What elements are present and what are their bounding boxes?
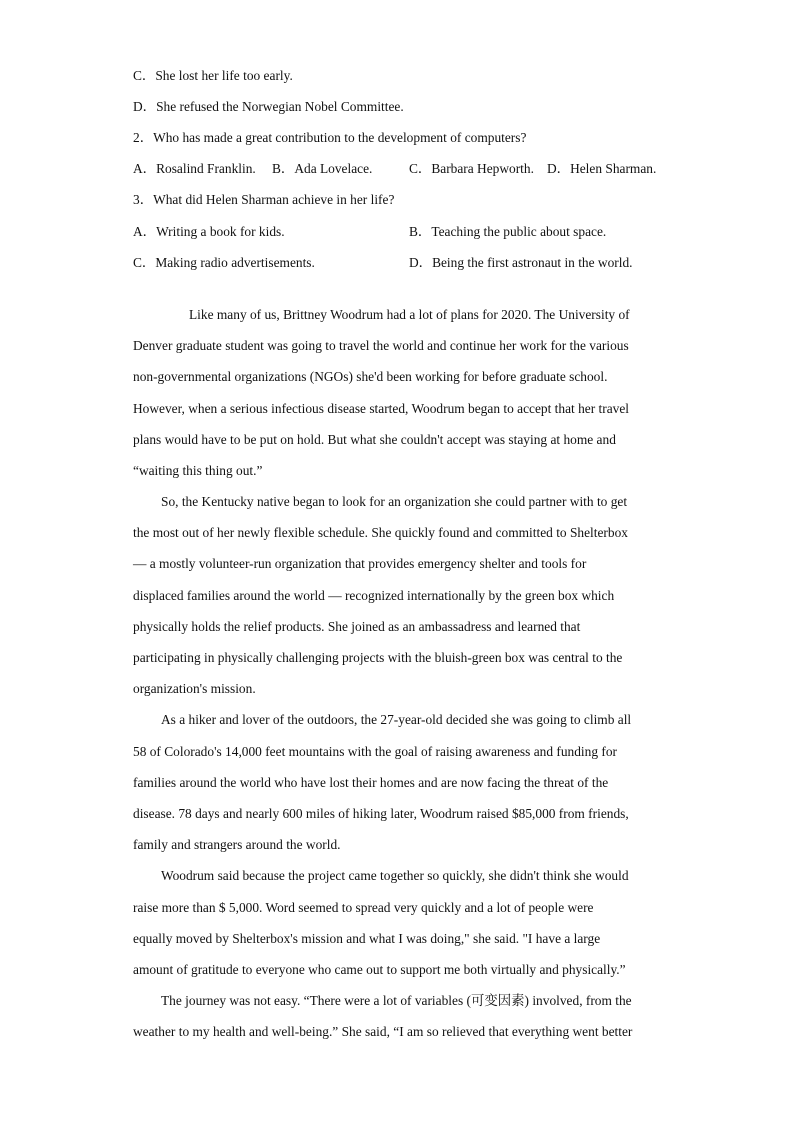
- passage-line: The journey was not easy. “There were a lot of variables (可变因素) involved, from the: [161, 993, 632, 1008]
- option-text: Writing a book for kids.: [156, 224, 285, 239]
- option-label: A．: [133, 161, 157, 176]
- passage-line: organization's mission.: [133, 681, 256, 696]
- passage-line: 58 of Colorado's 14,000 feet mountains with the goal of raising awareness and funding for: [133, 744, 617, 759]
- q2-option-b: [272, 161, 372, 177]
- q3-option-c: [133, 255, 315, 271]
- question-number: 2．: [133, 130, 154, 145]
- option-text: Making radio advertisements.: [155, 255, 315, 270]
- passage-line: — a mostly volunteer-run organization that provides emergency shelter and tools for: [133, 556, 587, 571]
- option-label: B．: [409, 224, 432, 239]
- passage-line: raise more than $ 5,000. Word seemed to spread very quickly and a lot of people were: [133, 900, 594, 915]
- passage-line: disease. 78 days and nearly 600 miles of hiking later, Woodrum raised $85,000 from friends,: [133, 806, 629, 821]
- option-label: D．: [133, 99, 157, 114]
- passage-line: family and strangers around the world.: [133, 837, 341, 852]
- passage-line: Like many of us, Brittney Woodrum had a lot of plans for 2020. The University of: [189, 307, 630, 322]
- passage-line: families around the world who have lost their homes and are now facing the threat of the: [133, 775, 609, 790]
- option-text: Rosalind Franklin.: [156, 161, 256, 176]
- q1-option-d: [133, 99, 404, 115]
- option-label: C．: [133, 255, 156, 270]
- q2-option-a: [133, 161, 256, 177]
- question-text: What did Helen Sharman achieve in her life?: [153, 192, 395, 207]
- q3-option-b: [409, 224, 606, 240]
- option-text: Ada Lovelace.: [294, 161, 373, 176]
- passage-line: Denver graduate student was going to travel the world and continue her work for the various: [133, 338, 629, 353]
- option-label: D．: [547, 161, 571, 176]
- option-text: She refused the Norwegian Nobel Committee.: [156, 99, 404, 114]
- passage-line: physically holds the relief products. She joined as an ambassadress and learned that: [133, 619, 581, 634]
- passage-line: non-governmental organizations (NGOs) she'd been working for before graduate school.: [133, 369, 608, 384]
- q2-option-c: [409, 161, 534, 177]
- passage-line: amount of gratitude to everyone who came out to support me both virtually and physically.”: [133, 962, 626, 977]
- q3-option-a: [133, 224, 285, 240]
- option-text: Being the first astronaut in the world.: [432, 255, 633, 270]
- passage-line: So, the Kentucky native began to look for an organization she could partner with to get: [161, 494, 628, 509]
- passage-line: As a hiker and lover of the outdoors, the 27-year-old decided she was going to climb all: [161, 712, 632, 727]
- option-label: D．: [409, 255, 433, 270]
- passage-line: Woodrum said because the project came together so quickly, she didn't think she would: [161, 868, 629, 883]
- option-label: B．: [272, 161, 295, 176]
- option-label: A．: [133, 224, 157, 239]
- q2-stem: [133, 130, 526, 146]
- passage-line: “waiting this thing out.”: [133, 463, 263, 478]
- passage-line: plans would have to be put on hold. But what she couldn't accept was staying at home and: [133, 432, 616, 447]
- passage-line: equally moved by Shelterbox's mission and what I was doing," she said. "I have a large: [133, 931, 601, 946]
- question-text: Who has made a great contribution to the development of computers?: [153, 130, 527, 145]
- option-text: Helen Sharman.: [570, 161, 657, 176]
- option-text: Teaching the public about space.: [431, 224, 607, 239]
- q2-option-d: [547, 161, 656, 177]
- q3-option-d: [409, 255, 633, 271]
- q3-stem: [133, 192, 394, 208]
- passage-line: participating in physically challenging projects with the bluish-green box was central to the: [133, 650, 623, 665]
- passage-line: weather to my health and well-being.” She said, “I am so relieved that everything went better: [133, 1024, 633, 1039]
- q1-option-c: [133, 68, 293, 84]
- passage-line: the most out of her newly flexible schedule. She quickly found and committed to Shelterbox: [133, 525, 628, 540]
- passage-line: displaced families around the world — recognized internationally by the green box which: [133, 588, 615, 603]
- question-number: 3．: [133, 192, 154, 207]
- passage-line: However, when a serious infectious disease started, Woodrum began to accept that her travel: [133, 401, 630, 416]
- option-text: Barbara Hepworth.: [431, 161, 534, 176]
- option-text: She lost her life too early.: [155, 68, 293, 83]
- option-label: C．: [409, 161, 432, 176]
- option-label: C．: [133, 68, 156, 83]
